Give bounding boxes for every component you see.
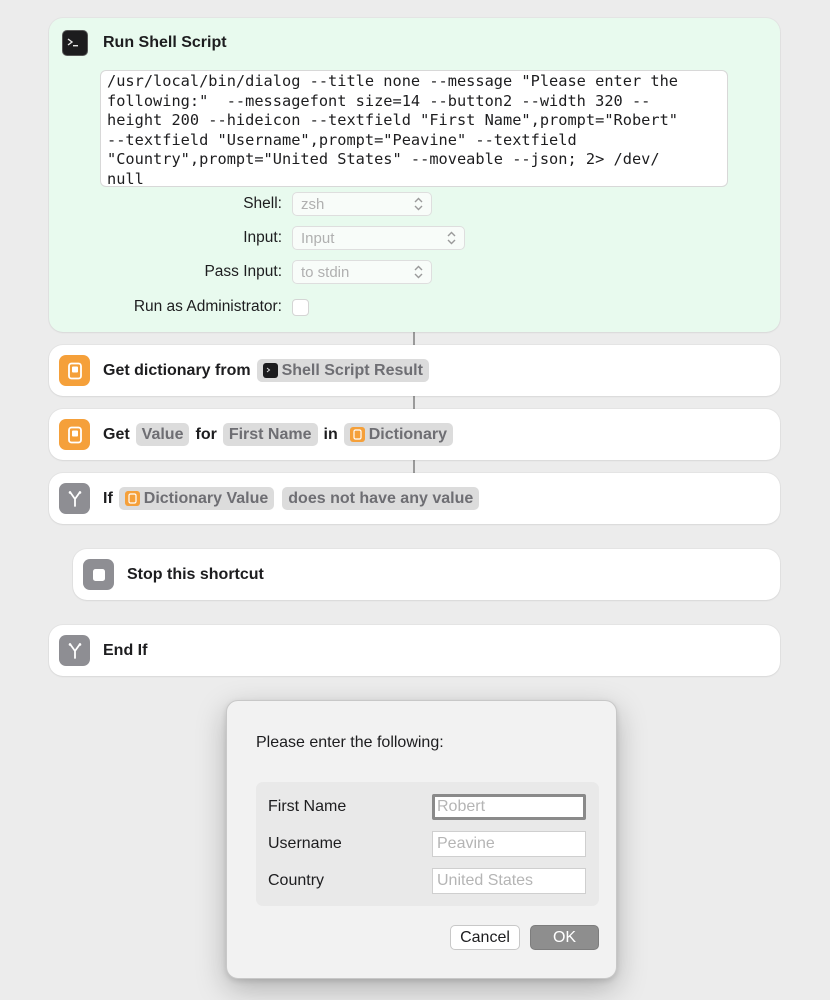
action-title: Stop this shortcut <box>127 565 264 583</box>
shell-value: zsh <box>301 195 325 213</box>
if-action[interactable] <box>49 473 780 524</box>
shell-script-result-token[interactable] <box>257 359 429 382</box>
get-dictionary-action[interactable] <box>49 345 780 396</box>
token-label: Dictionary Value <box>143 489 269 507</box>
dialog-message: Please enter the following: <box>256 734 444 751</box>
field-placeholder: Peavine <box>437 835 495 852</box>
action-title: End If <box>103 641 148 659</box>
field-label: First Name <box>268 798 347 815</box>
shell-label: Shell: <box>243 195 282 212</box>
input-param <box>49 226 465 250</box>
fields-panel <box>256 782 599 906</box>
admin-checkbox[interactable] <box>292 299 309 316</box>
flow-connector <box>413 332 415 345</box>
pass-input-param <box>49 260 432 284</box>
action-title: Run Shell Script <box>103 34 227 51</box>
flow-connector <box>413 460 415 473</box>
dictionary-value-token[interactable] <box>119 487 275 510</box>
action-title: Get <box>103 425 130 443</box>
action-title: If <box>103 489 113 507</box>
action-title: Get dictionary from <box>103 361 251 379</box>
field-placeholder: United States <box>437 872 534 889</box>
field-label: Username <box>268 835 342 852</box>
shell-param <box>49 192 432 216</box>
field-row <box>268 868 586 894</box>
terminal-icon <box>263 363 278 378</box>
end-if-action[interactable] <box>49 625 780 676</box>
field-row <box>268 794 586 820</box>
ok-button[interactable]: OK <box>530 925 599 950</box>
stop-shortcut-action[interactable] <box>73 549 780 600</box>
pass-input-label: Pass Input: <box>204 263 282 280</box>
pass-input-value: to stdin <box>301 263 350 281</box>
field-row <box>268 831 586 857</box>
value-token[interactable]: Value <box>136 423 190 446</box>
run-shell-script-action[interactable] <box>49 18 780 332</box>
dictionary-token[interactable] <box>344 423 453 446</box>
token-label: Shell Script Result <box>281 361 423 379</box>
cancel-button[interactable]: Cancel <box>450 925 520 950</box>
chevron-updown-icon <box>447 231 456 245</box>
admin-param <box>49 295 309 319</box>
input-value: Input <box>301 229 335 247</box>
username-field[interactable] <box>432 831 586 857</box>
dictionary-icon <box>59 419 90 450</box>
field-label: Country <box>268 872 325 889</box>
script-editor[interactable]: /usr/local/bin/dialog --title none --message "Please enter the following:" --messagefont size=14 --button2 --width 320 -- height 200 --hideicon --textfield "First Name",prompt="Robert" --textfield "Username",prompt="Peavine" --textfield "Country",prompt="United States" --moveable --json; 2> /dev/ null <box>100 70 728 187</box>
first-name-field[interactable] <box>432 794 586 820</box>
branch-icon <box>59 635 90 666</box>
terminal-icon <box>62 30 88 56</box>
get-value-action[interactable] <box>49 409 780 460</box>
input-dialog <box>226 700 617 979</box>
in-word: in <box>323 425 338 443</box>
shell-select[interactable] <box>292 192 432 216</box>
field-placeholder: Robert <box>437 798 486 815</box>
stop-icon <box>83 559 114 590</box>
for-word: for <box>195 425 217 443</box>
flow-connector <box>413 396 415 409</box>
chevron-updown-icon <box>414 265 423 279</box>
input-select[interactable] <box>292 226 465 250</box>
branch-icon <box>59 483 90 514</box>
dictionary-icon <box>125 491 140 506</box>
country-field[interactable] <box>432 868 586 894</box>
admin-label: Run as Administrator: <box>133 298 282 315</box>
input-label: Input: <box>243 229 282 246</box>
condition-token[interactable]: does not have any value <box>282 487 479 510</box>
chevron-updown-icon <box>414 197 423 211</box>
dictionary-icon <box>59 355 90 386</box>
key-token[interactable]: First Name <box>223 423 318 446</box>
dictionary-icon <box>350 427 365 442</box>
token-label: Dictionary <box>368 425 447 443</box>
pass-input-select[interactable] <box>292 260 432 284</box>
